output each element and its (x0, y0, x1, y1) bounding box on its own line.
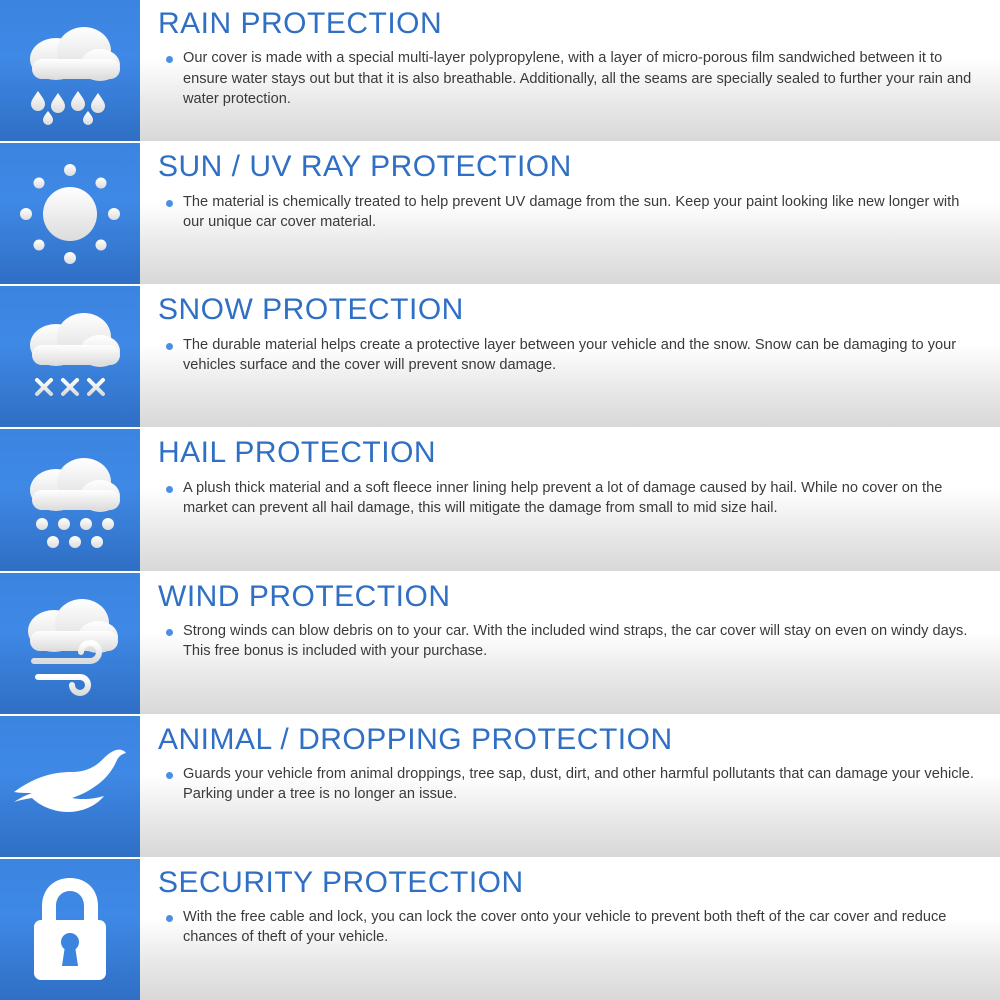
feature-description: Our cover is made with a special multi-layer polypropylene, with a layer of micro-porous film sandwiched between it to ensure water stays out but that it is also breathable. Additionally, all the seams are specially sealed to further your rain and water protection. (183, 50, 972, 107)
icon-panel-sun (0, 143, 140, 284)
feature-row (0, 429, 1000, 572)
feature-description: With the free cable and lock, you can lock the cover onto your vehicle to prevent both theft of the car cover and reduce chances of theft of your vehicle. (183, 909, 947, 946)
icon-panel-snow (0, 286, 140, 427)
sun-icon (14, 158, 126, 270)
feature-row (0, 0, 1000, 143)
hail-cloud-icon (14, 444, 126, 556)
feature-title: HAIL PROTECTION (158, 436, 437, 470)
feature-description-wrap (158, 907, 982, 947)
feature-text (140, 429, 1000, 570)
icon-panel-bird (0, 716, 140, 857)
bullet-icon (166, 629, 173, 636)
snow-cloud-icon (14, 301, 126, 413)
icon-panel-hail (0, 429, 140, 570)
bullet-icon (166, 56, 173, 63)
feature-title: SECURITY PROTECTION (158, 865, 524, 899)
feature-title: ANIMAL / DROPPING PROTECTION (158, 722, 673, 756)
feature-text (140, 859, 1000, 1000)
bullet-icon (166, 772, 173, 779)
feature-description: Guards your vehicle from animal droppings, tree sap, dust, dirt, and other harmful pollutants that can damage your vehicle. Parking under a tree is no longer an issue. (183, 766, 974, 803)
feature-description: A plush thick material and a soft fleece inner lining help prevent a lot of damage caused by hail. While no cover on the market can prevent all hail damage, this will mitigate the damage from small to mid size hail. (183, 479, 943, 516)
feature-title: RAIN PROTECTION (158, 7, 443, 40)
feature-row (0, 286, 1000, 429)
bullet-icon (166, 915, 173, 922)
feature-description-wrap (158, 478, 982, 518)
feature-title: SNOW PROTECTION (158, 293, 464, 327)
icon-panel-wind (0, 573, 140, 714)
feature-row (0, 143, 1000, 286)
rain-cloud-icon (14, 15, 126, 127)
feature-description: The material is chemically treated to help prevent UV damage from the sun. Keep your paint looking like new longer with our unique car cover material. (183, 193, 960, 230)
feature-text (140, 143, 1000, 284)
bullet-icon (166, 486, 173, 493)
feature-description-wrap (158, 48, 982, 108)
feature-description-wrap (158, 335, 982, 375)
feature-description: The durable material helps create a protective layer between your vehicle and the snow. Snow can be damaging to your vehicles surface and the cover will prevent snow damage. (183, 336, 957, 373)
feature-text (140, 0, 1000, 141)
feature-title: WIND PROTECTION (158, 579, 451, 613)
feature-row (0, 573, 1000, 716)
bullet-icon (166, 343, 173, 350)
padlock-icon (20, 874, 120, 984)
icon-panel-security (0, 859, 140, 1000)
bird-icon (10, 736, 130, 836)
icon-panel-rain (0, 0, 140, 141)
feature-title: SUN / UV RAY PROTECTION (158, 150, 572, 184)
feature-text (140, 716, 1000, 857)
feature-text (140, 286, 1000, 427)
feature-row (0, 859, 1000, 1000)
feature-description-wrap (158, 192, 982, 232)
bullet-icon (166, 200, 173, 207)
feature-description-wrap (158, 764, 982, 804)
feature-description-wrap (158, 621, 982, 661)
feature-row (0, 716, 1000, 859)
feature-description: Strong winds can blow debris on to your car. With the included wind straps, the car cover will stay on even on windy days. This free bonus is included with your purchase. (183, 622, 968, 660)
feature-text (140, 573, 1000, 714)
wind-cloud-icon (14, 587, 126, 699)
